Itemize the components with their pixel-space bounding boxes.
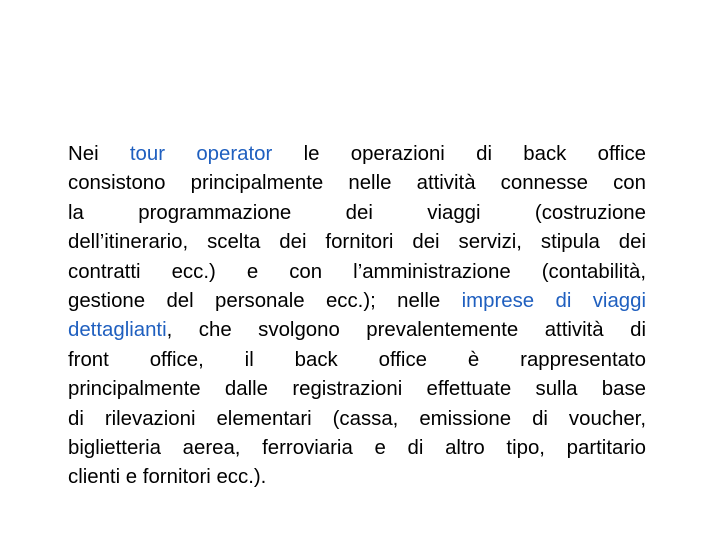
highlighted-term: imprese di viaggi — [461, 290, 647, 313]
paragraph-text: dell’itinerario, scelta dei fornitori dei servizi, stipula dei — [68, 231, 646, 254]
paragraph-line — [68, 316, 646, 345]
paragraph-line — [68, 169, 646, 198]
paragraph-text: biglietteria aerea, ferroviaria e di altro tipo, partitario — [68, 437, 646, 460]
paragraph-text: contratti ecc.) e con l’amministrazione (contabilità, — [68, 260, 646, 283]
paragraph-text: gestione del personale ecc.); nelle — [68, 290, 462, 313]
paragraph-line — [68, 199, 646, 228]
paragraph-text: le operazioni di back office — [272, 143, 647, 165]
paragraph-text: principalmente dalle registrazioni effettuate sulla base — [68, 378, 646, 401]
paragraph-text: Nei — [68, 143, 130, 165]
highlighted-term: dettaglianti — [68, 319, 167, 342]
paragraph-line — [68, 258, 646, 287]
paragraph-text: front office, il back office è rappresentato — [68, 348, 646, 371]
body-paragraph — [68, 140, 646, 493]
paragraph-text: , che svolgono prevalentemente attività di — [166, 319, 646, 342]
paragraph-text: clienti e fornitori ecc.). — [68, 466, 267, 489]
paragraph-line — [68, 140, 646, 169]
paragraph-line — [68, 434, 646, 463]
paragraph-line — [68, 463, 646, 492]
paragraph-text: consistono principalmente nelle attività connesse con — [68, 172, 646, 195]
paragraph-line — [68, 287, 646, 316]
highlighted-term: tour operator — [129, 143, 273, 165]
paragraph-text: di rilevazioni elementari (cassa, emissione di voucher, — [68, 407, 646, 430]
paragraph-line — [68, 228, 646, 257]
paragraph-text: la programmazione dei viaggi (costruzione — [68, 201, 646, 224]
paragraph-line — [68, 346, 646, 375]
paragraph-line — [68, 375, 646, 404]
paragraph-line — [68, 405, 646, 434]
